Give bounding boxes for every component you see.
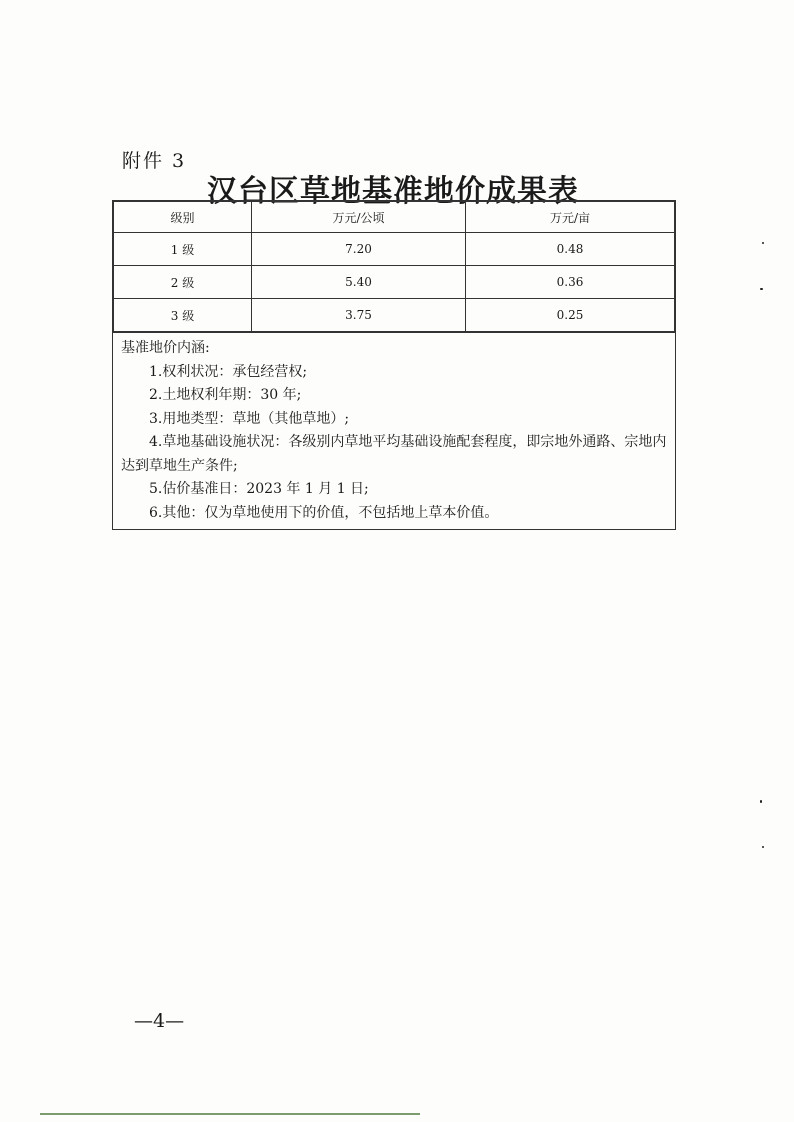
header-per-mu: 万元/亩 (466, 202, 675, 233)
scan-speck (760, 288, 763, 290)
grade-cell: 2 级 (114, 266, 252, 299)
note-item: 4.草地基础设施状况：各级别内草地平均基础设施配套程度，即宗地外通路、宗地内达到草地生产条件; (121, 434, 667, 474)
scan-edge-line (40, 1113, 420, 1115)
note-item: 1.权利状况：承包经营权; (149, 363, 308, 380)
land-price-table (112, 200, 676, 530)
note-item: 5.估价基准日：2023 年 1 月 1 日; (149, 481, 369, 497)
note-item: 2.土地权利年期：30 年; (149, 387, 302, 403)
scan-speck (762, 242, 764, 244)
table-row (114, 299, 675, 332)
document-title: 汉台区草地基准地价成果表 (207, 174, 579, 209)
attachment-label: 附件 3 (122, 150, 187, 172)
grade-cell: 3 级 (114, 299, 252, 332)
grade-cell: 1 级 (114, 233, 252, 266)
per-hectare-cell: 7.20 (252, 233, 466, 266)
table-header-row (114, 202, 675, 233)
per-hectare-cell: 5.40 (252, 266, 466, 299)
header-per-hectare: 万元/公顷 (252, 202, 466, 233)
table-row (114, 233, 675, 266)
per-mu-cell: 0.25 (466, 299, 675, 332)
note-item: 6.其他：仅为草地使用下的价值，不包括地上草本价值。 (149, 504, 499, 521)
scan-speck (762, 846, 764, 848)
header-grade: 级别 (114, 202, 252, 233)
per-mu-cell: 0.48 (466, 233, 675, 266)
per-hectare-cell: 3.75 (252, 299, 466, 332)
per-mu-cell: 0.36 (466, 266, 675, 299)
price-notes (113, 332, 675, 529)
note-item: 3.用地类型：草地（其他草地）; (149, 410, 350, 427)
table-row (114, 266, 675, 299)
notes-intro: 基准地价内涵: (121, 340, 210, 356)
scan-speck (760, 800, 762, 803)
page-number: —4— (134, 1010, 185, 1032)
